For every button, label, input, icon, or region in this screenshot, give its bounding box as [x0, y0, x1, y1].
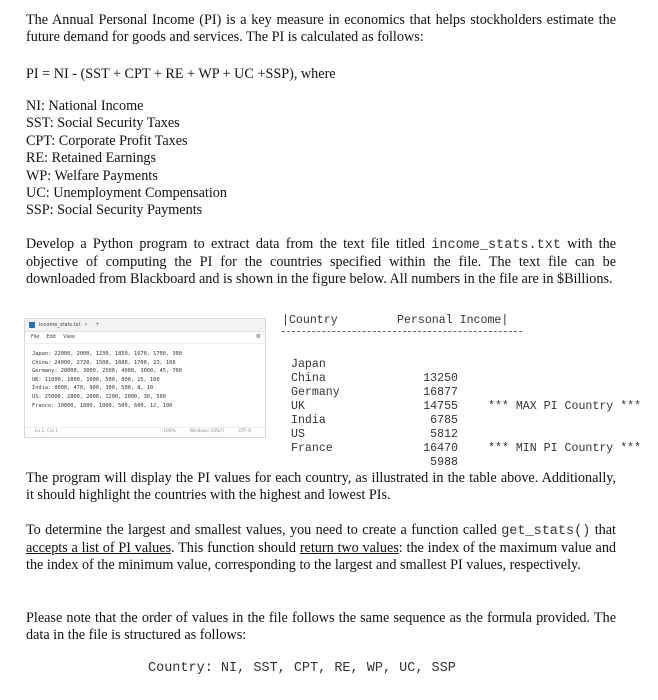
status-encoding: UTF-8: [238, 429, 251, 435]
row-pi: 6785: [430, 414, 458, 427]
notepad-line: India: 8000, 470, 900, 300, 500, 8, 10: [32, 385, 154, 392]
notepad-icon: [29, 322, 35, 328]
accepts-underlined: accepts a list of PI values: [26, 540, 172, 556]
stats-text: : the index of the maximum value and the index of the minimum value, corresponding to the largest and smallest PI values, respectively.: [26, 540, 617, 573]
get-stats-paragraph: [26, 522, 616, 574]
task-text-after: with the objective of computing the PI for the countries specified within the file. The text file can be downloaded from Blackboard and is shown in the figure below. All numbers in the file are in $Billions.: [26, 236, 617, 287]
row-pi: 16470: [423, 442, 458, 455]
definition-item: RE: Retained Earnings: [26, 150, 157, 167]
notepad-line: UK: 11000, 1800, 1000, 500, 800, 15, 100: [32, 376, 160, 383]
definition-item: UC: Unemployment Compensation: [26, 184, 227, 201]
note-paragraph: Please note that the order of values in the file follows the same sequence as the formula provided. The data in the file is structured as follows:: [26, 610, 616, 643]
definition-item: SSP: Social Security Payments: [26, 202, 203, 219]
row-marker-max: *** MAX PI Country ***: [488, 400, 642, 413]
row-country: India: [291, 414, 326, 427]
row-country: Japan: [291, 358, 326, 371]
notepad-line: Germany: 28000, 3000, 2500, 4000, 3000, 45, 700: [32, 368, 182, 375]
notepad-line: Japan: 22000, 2000, 1230, 1850, 1670, 1700, 300: [32, 351, 182, 357]
task-paragraph: [26, 236, 616, 288]
status-line-ending: Windows (CRLF): [189, 429, 225, 435]
row-pi: 5988: [430, 456, 458, 469]
status-position: Ln 1, Col 1: [35, 429, 58, 435]
menu-edit: Edit: [46, 334, 57, 341]
stats-text: that: [590, 522, 616, 538]
row-pi: 14755: [423, 400, 458, 413]
row-pi: 5812: [430, 428, 458, 441]
stats-text: To determine the largest and smallest values, you need to create a function called: [26, 522, 502, 538]
row-country: France: [291, 442, 333, 455]
row-pi: 13250: [423, 372, 458, 385]
task-text-before: Develop a Python program to extract data from the text file titled: [26, 236, 432, 252]
notepad-line: China: 24000, 2720, 1500, 1080, 1700, 23, 100: [32, 359, 176, 366]
row-country: UK: [291, 400, 305, 413]
intro-paragraph: The Annual Personal Income (PI) is a key measure in economics that helps stockholders estimate the future demand for goods and services. The PI is calculated as follows:: [26, 12, 616, 45]
returns-underlined: return two values: [299, 540, 399, 556]
menu-view: View: [63, 334, 75, 341]
notepad-titlebar: [25, 319, 265, 332]
data-structure-line: Country: NI, SST, CPT, RE, WP, UC, SSP: [148, 661, 456, 676]
menu-file: File: [31, 334, 40, 341]
status-zoom: 100%: [163, 429, 176, 435]
get-stats-code: get_stats(): [501, 524, 591, 539]
row-country: China: [291, 372, 326, 385]
header-country: |Country: [282, 314, 338, 327]
row-country: Germany: [291, 386, 340, 399]
notepad-tab-title: income_stats.txt: [39, 321, 81, 328]
row-pi: 16877: [423, 386, 458, 399]
notepad-line: US: 25000, 2800, 2000, 1200, 2000, 30, 500: [32, 393, 166, 400]
definition-item: SST: Social Security Taxes: [26, 115, 180, 132]
definition-item: NI: National Income: [26, 98, 144, 114]
row-country: US: [291, 428, 305, 441]
close-tab-icon: ×: [84, 321, 88, 328]
header-personal-income: Personal Income|: [397, 314, 509, 327]
filename-code: income_stats.txt: [431, 238, 561, 253]
definition-list: [26, 98, 616, 220]
stats-text: . This function should: [171, 540, 300, 556]
definition-item: CPT: Corporate Profit Taxes: [26, 132, 188, 149]
display-paragraph: The program will display the PI values for each country, as illustrated in the table above. Additionally, it should highlight the countries with the highest and lowest PIs.: [26, 470, 616, 503]
new-tab-icon: +: [95, 320, 100, 328]
notepad-line: France: 10000, 1800, 1000, 500, 600, 12, 100: [32, 402, 173, 409]
row-marker-min: *** MIN PI Country ***: [488, 442, 642, 455]
header-divider: [282, 331, 522, 332]
pi-formula: PI = NI - (SST + CPT + RE + WP + UC +SSP), where: [26, 66, 336, 82]
definition-item: WP: Welfare Payments: [26, 167, 158, 184]
settings-gear-icon: ⚙: [255, 333, 261, 340]
notepad-menubar: [25, 332, 265, 344]
